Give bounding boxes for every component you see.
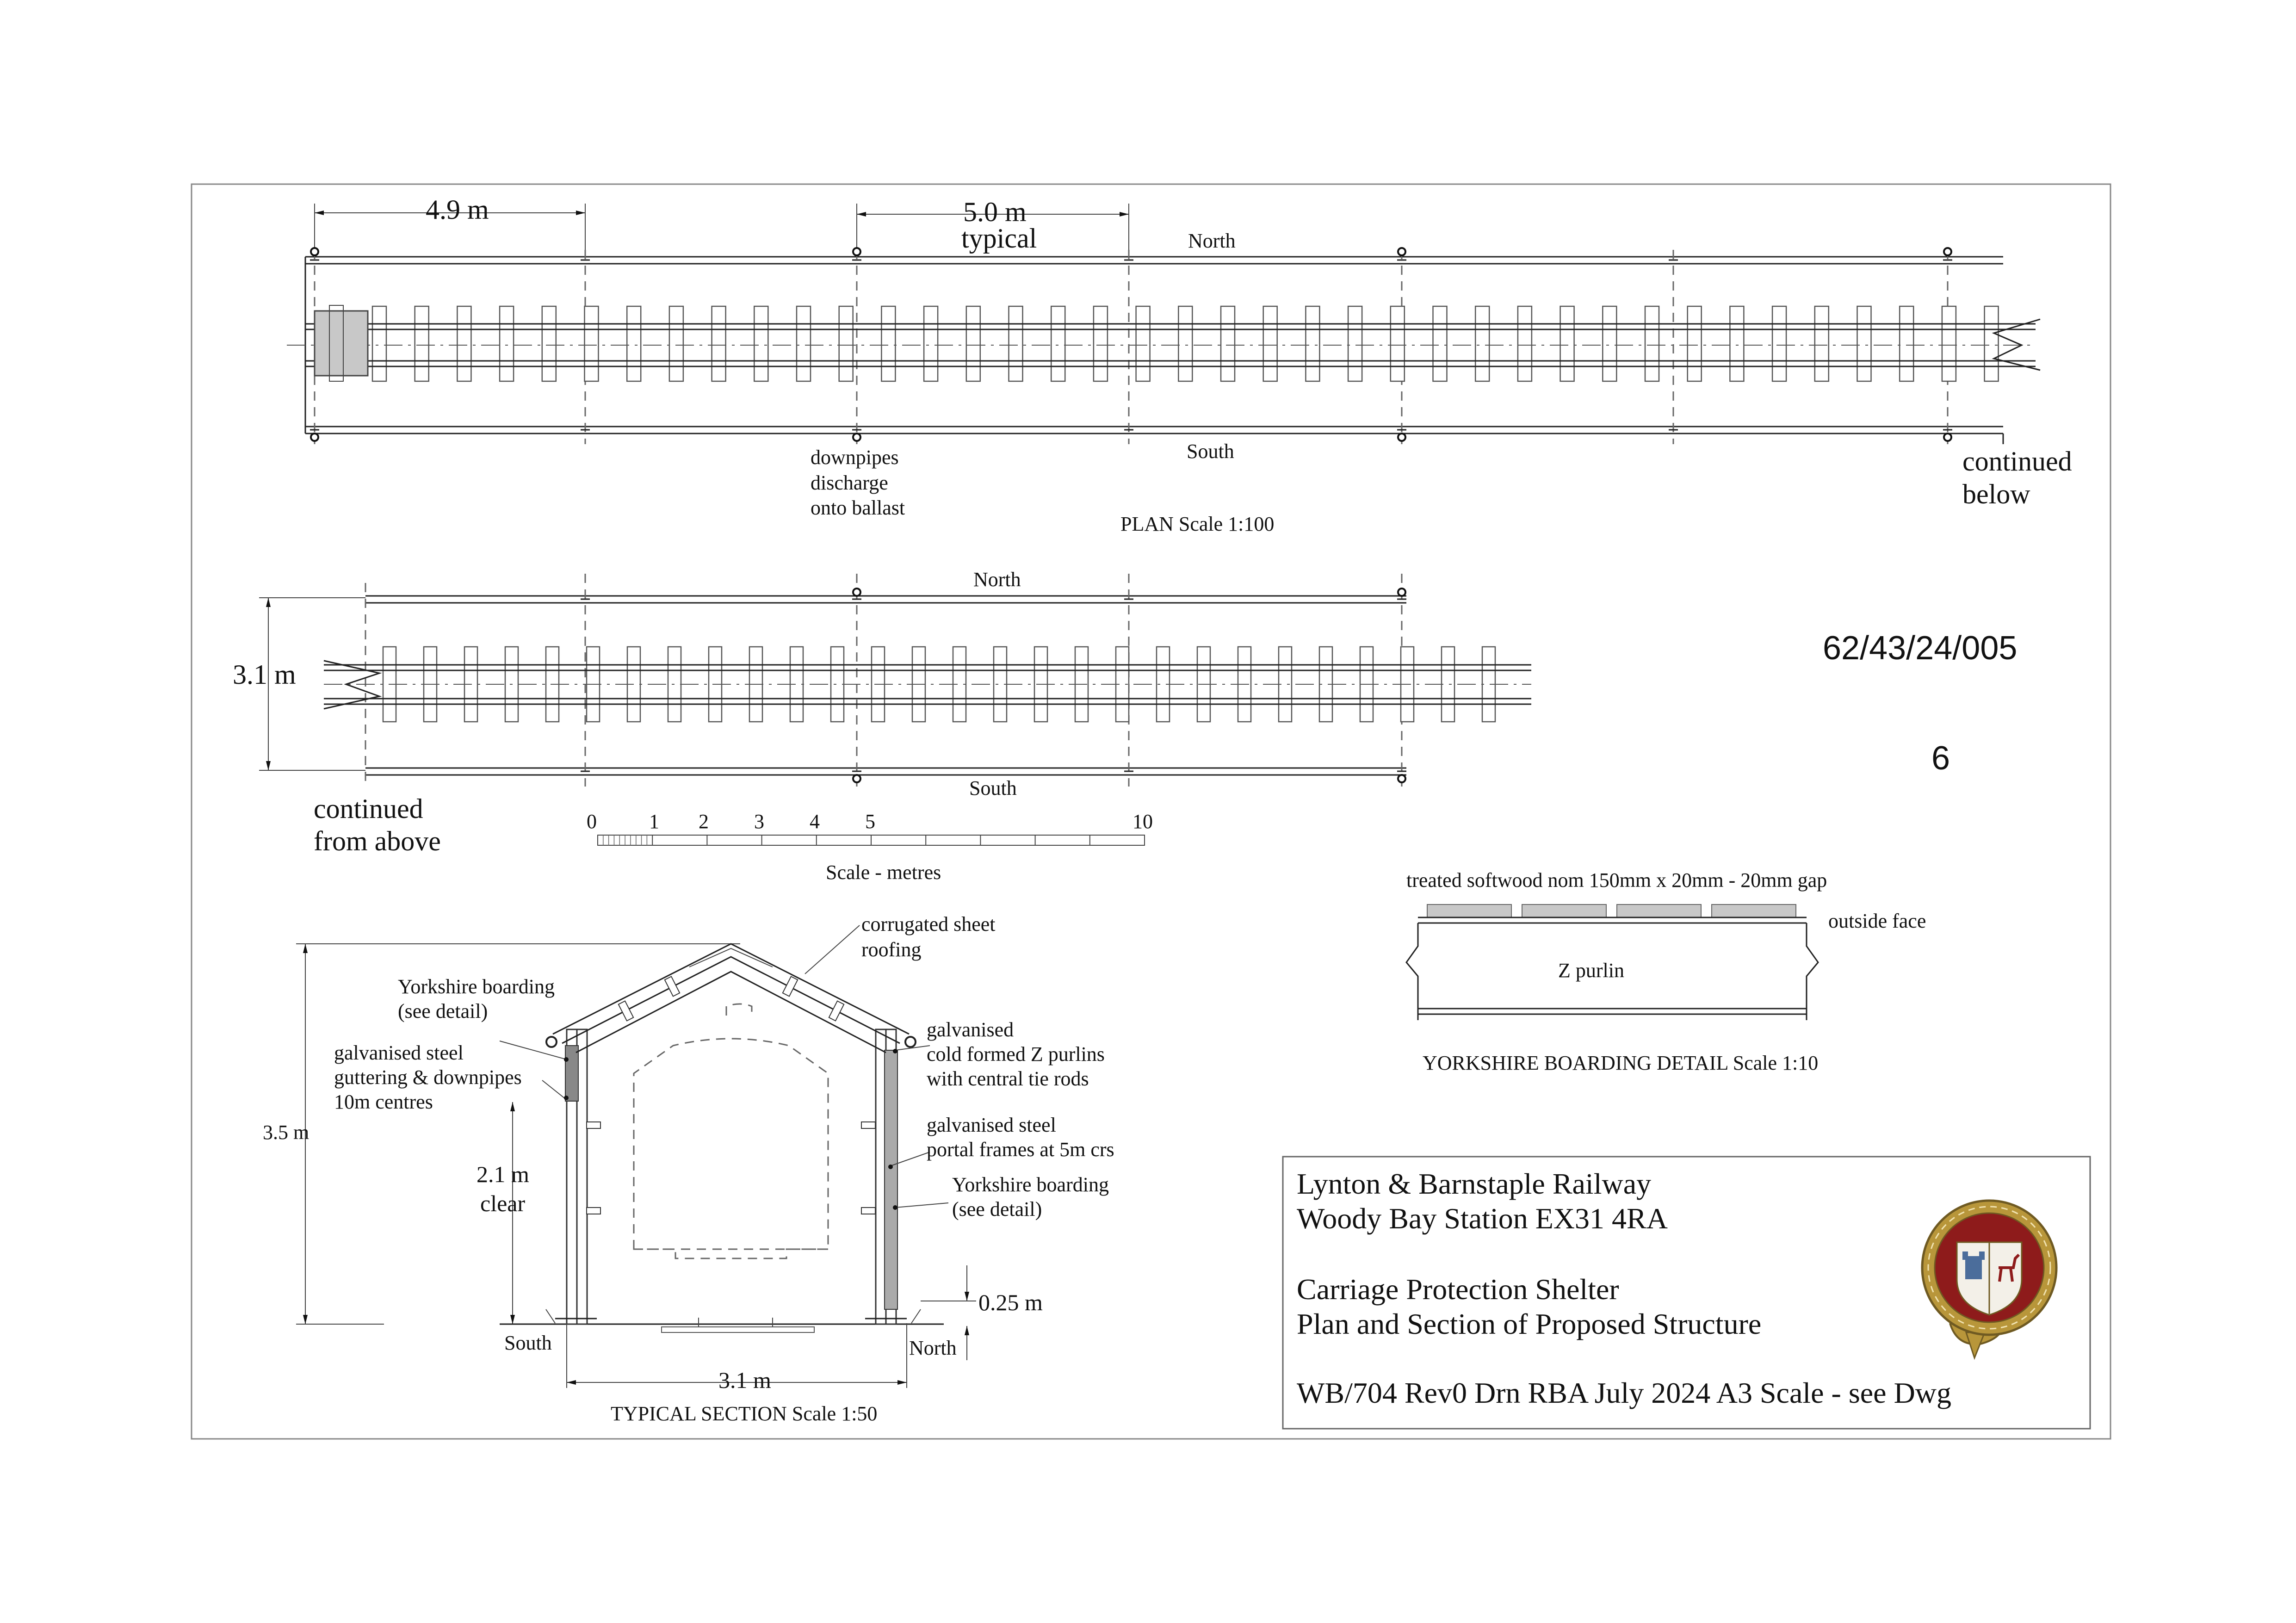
sleeper: [1348, 306, 1362, 381]
continued-below-line2: below: [1962, 479, 2030, 509]
downpipe-marker: [1398, 434, 1405, 441]
railway-crest-logo: [1922, 1201, 2056, 1358]
sleeper: [1475, 306, 1489, 381]
sleeper: [1815, 306, 1829, 381]
plan-view: [287, 194, 2072, 535]
sleeper: [1942, 306, 1956, 381]
sleeper: [831, 647, 844, 722]
sleeper: [457, 306, 471, 381]
callout-yorkshire-right-line2: (see detail): [952, 1198, 1042, 1220]
sleeper: [1730, 306, 1744, 381]
sheet-number: 6: [1931, 740, 1950, 777]
downpipe-marker: [853, 588, 860, 596]
plan-continuation-view: [233, 568, 1531, 856]
section-height-total: 3.5 m: [263, 1121, 309, 1144]
callout-portal-line1: galvanised steel: [927, 1114, 1056, 1136]
downpipe-marker: [1398, 775, 1405, 782]
sleeper: [797, 306, 811, 381]
callout-portal-line2: portal frames at 5m crs: [927, 1138, 1114, 1161]
callout-roofing-line2: roofing: [861, 938, 922, 961]
downpipe-marker: [853, 248, 860, 255]
section-clear-label: clear: [480, 1190, 526, 1216]
sleeper: [754, 306, 768, 381]
scale-label-1: 1: [649, 810, 659, 833]
continued-above-line1: continued: [314, 793, 423, 824]
scale-bar: [587, 810, 1153, 884]
typical-section: [263, 913, 1114, 1425]
downpipes-note-line1: downpipes: [811, 446, 899, 469]
downpipe-marker: [1944, 248, 1951, 255]
sleeper: [839, 306, 853, 381]
plan-north-label: North: [1188, 229, 1236, 252]
plan2-north-label: North: [973, 568, 1021, 591]
sleeper: [1051, 306, 1065, 381]
title-line-3: Carriage Protection Shelter: [1297, 1273, 1619, 1306]
callout-guttering-line1: galvanised steel: [334, 1041, 464, 1064]
title-line-1: Lynton & Barnstaple Railway: [1297, 1167, 1652, 1200]
downpipe-marker: [311, 434, 318, 441]
sleeper: [1136, 306, 1150, 381]
sleeper: [924, 306, 938, 381]
scale-label-10: 10: [1133, 810, 1153, 833]
boarding-detail: [1406, 869, 1926, 1074]
callout-yorkshire-left-line2: (see detail): [398, 1000, 488, 1022]
title-block: [1283, 1157, 2090, 1429]
boarding-outside-face: outside face: [1828, 910, 1926, 932]
sleeper: [1178, 306, 1192, 381]
sleeper: [1442, 647, 1454, 722]
sleeper: [1603, 306, 1616, 381]
downpipes-note-line3: onto ballast: [811, 496, 905, 519]
sleeper: [1857, 306, 1871, 381]
sleeper: [1560, 306, 1574, 381]
plan-dim-typical-note: typical: [961, 223, 1037, 254]
sleeper: [1772, 306, 1786, 381]
callout-purlins-line1: galvanised: [927, 1018, 1014, 1041]
sleeper: [669, 306, 683, 381]
callout-purlins-line2: cold formed Z purlins: [927, 1043, 1105, 1065]
plan2-south-label: South: [969, 777, 1017, 799]
plan-dim-first: 4.9 m: [426, 194, 489, 225]
drawing-ref-number: 62/43/24/005: [1823, 630, 2018, 667]
scale-label-4: 4: [810, 810, 820, 833]
continued-above-line2: from above: [314, 826, 441, 856]
title-line-4: Plan and Section of Proposed Structure: [1297, 1307, 1762, 1340]
downpipe-marker: [853, 434, 860, 441]
buffer-stop: [315, 311, 368, 376]
boarding-spec: treated softwood nom 150mm x 20mm - 20mm gap: [1406, 869, 1827, 892]
sleeper: [1645, 306, 1659, 381]
plan2-width-dim: 3.1 m: [233, 659, 296, 690]
sleeper: [585, 306, 599, 381]
boarding-purlin-label: Z purlin: [1558, 959, 1624, 982]
section-north-label: North: [909, 1337, 957, 1359]
sleeper: [1985, 306, 1999, 381]
sleeper: [1094, 306, 1108, 381]
sleeper: [1433, 306, 1447, 381]
downpipe-marker: [311, 248, 318, 255]
sleeper: [1009, 306, 1023, 381]
sleeper: [542, 306, 556, 381]
title-line-2: Woody Bay Station EX31 4RA: [1297, 1202, 1668, 1235]
section-south-label: South: [504, 1332, 552, 1354]
downpipe-marker: [1398, 588, 1405, 596]
plan-south-label: South: [1187, 440, 1234, 463]
sleeper: [415, 306, 429, 381]
callout-guttering-line3: 10m centres: [334, 1090, 433, 1113]
sleeper: [966, 306, 980, 381]
callout-yorkshire-right-line1: Yorkshire boarding: [952, 1173, 1109, 1196]
section-clear-height: 2.1 m: [477, 1161, 529, 1187]
callout-purlins-line3: with central tie rods: [927, 1067, 1089, 1090]
sleeper: [372, 306, 386, 381]
sleeper: [1221, 306, 1235, 381]
downpipe-marker: [1398, 248, 1405, 255]
continued-below-line1: continued: [1962, 446, 2072, 477]
plan-title: PLAN Scale 1:100: [1120, 513, 1275, 535]
title-line-5: WB/704 Rev0 Drn RBA July 2024 A3 Scale - see Dwg: [1297, 1376, 1951, 1409]
callout-guttering-line2: guttering & downpipes: [334, 1066, 522, 1089]
sleeper: [881, 306, 895, 381]
scale-label-2: 2: [699, 810, 709, 833]
callout-yorkshire-left-line1: Yorkshire boarding: [398, 975, 555, 998]
boarding-detail-title: YORKSHIRE BOARDING DETAIL Scale 1:10: [1423, 1052, 1819, 1074]
scale-label-3: 3: [754, 810, 764, 833]
scale-caption: Scale - metres: [826, 861, 941, 884]
plan-dim-typical: 5.0 m: [963, 197, 1027, 227]
downpipe-marker: [1944, 434, 1951, 441]
callout-roofing-line1: corrugated sheet: [861, 913, 996, 935]
sleeper: [1306, 306, 1319, 381]
sleeper: [1263, 306, 1277, 381]
sleeper: [1900, 306, 1913, 381]
downpipes-note-line2: discharge: [811, 471, 888, 494]
section-title: TYPICAL SECTION Scale 1:50: [611, 1402, 878, 1425]
section-base-height: 0.25 m: [978, 1289, 1043, 1315]
sleeper: [1391, 306, 1405, 381]
sleeper: [627, 306, 641, 381]
sleeper: [1518, 306, 1532, 381]
scale-label-5: 5: [865, 810, 875, 833]
section-width: 3.1 m: [718, 1367, 771, 1393]
sleeper: [1688, 306, 1702, 381]
downpipe-marker: [853, 775, 860, 782]
scale-label-0: 0: [587, 810, 597, 833]
sleeper: [712, 306, 726, 381]
sleeper: [500, 306, 514, 381]
